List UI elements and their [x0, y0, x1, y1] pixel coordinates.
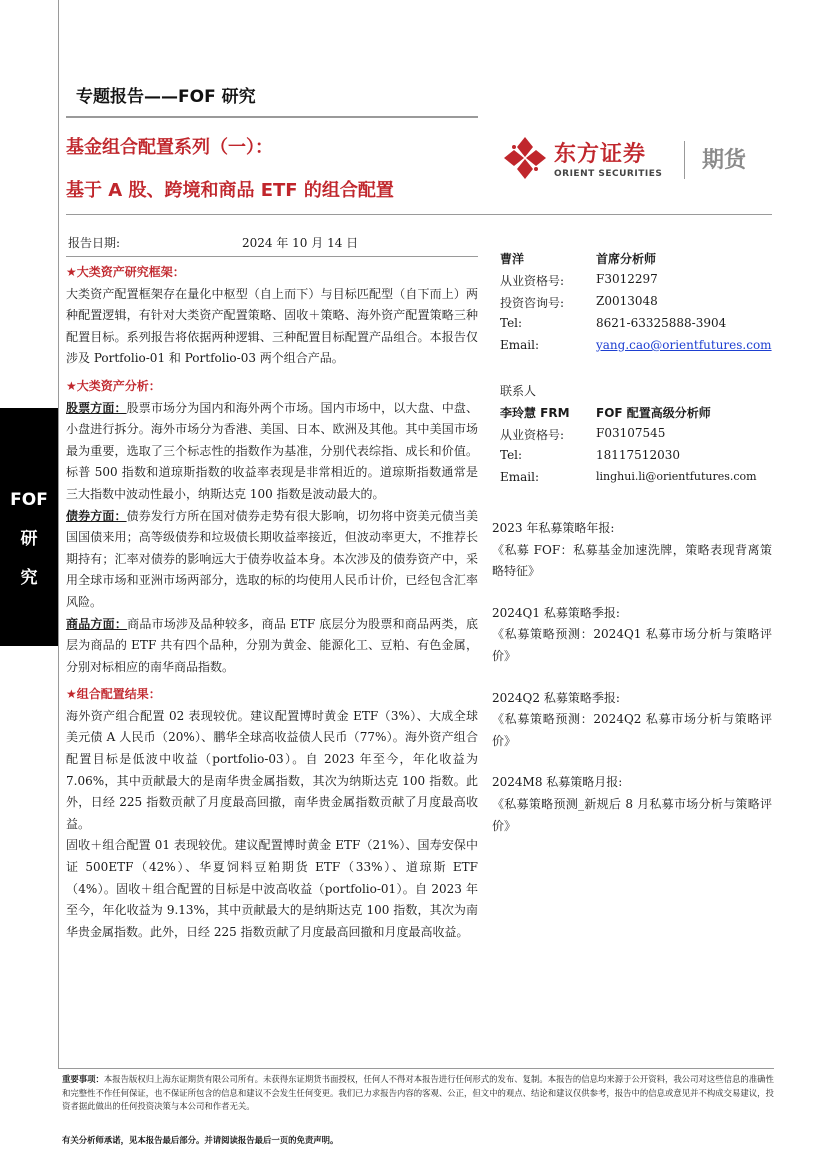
- stock-paragraph: [66, 398, 478, 506]
- related-report-type: 2024Q1 私募策略季报:: [492, 605, 620, 620]
- header-divider: [66, 116, 478, 118]
- stock-label: 股票方面：: [66, 400, 127, 415]
- contact-row-key: Tel:: [500, 448, 523, 462]
- framework-text: 大类资产配置框架存在量化中枢型（自上而下）与目标匹配型（自下而上）两种配置逻辑，有针对大类资产配置策略、固收＋策略、海外资产配置策略三种配置目标。系列报告将依据两种逻辑、三种配置目标配置产品组合。本报告仅涉及 Portfolio-01 和 Portfolio-03 两个组合产品。: [66, 286, 478, 366]
- contact-row: [500, 426, 772, 448]
- analyst-row-key: 投资咨询号:: [500, 296, 565, 310]
- analyst-row-key: Tel:: [500, 316, 523, 330]
- bond-text: 债券发行方所在国对债券走势有很大影响，切勿将中资美元债当美国国债来用；高等级债券和垃圾债长期收益率接近，但波动率更大，不推荐长期持有；汇率对债券的影响远大于债券收益本身。本次涉及的债券资产中，采用全球市场和亚洲市场两部分，选取的标的均使用人民币计价，已经包含汇率风险。: [66, 508, 478, 609]
- company-logo: [502, 135, 772, 187]
- report-type: 专题报告——FOF 研究: [76, 87, 256, 107]
- related-report-type: 2024Q2 私募策略季报:: [492, 690, 620, 705]
- analysis-heading: ★大类资产分析：: [66, 378, 161, 393]
- report-date-value: 2024 年 10 月 14 日: [242, 236, 359, 250]
- footer-note: 有关分析师承诺，见本报告最后部分。并请阅读报告最后一页的免责声明。: [62, 1135, 339, 1145]
- analyst-row-key: Email:: [500, 338, 540, 352]
- result-paragraph-2: 固收＋组合配置 01 表现较优。建议配置博时黄金 ETF（21%）、国寿安保中证 500ETF（42%）、华夏饲料豆粕期货 ETF（33%）、道琼斯 ETF（4%）。固收＋组合配置的目标是中波高收益（portfolio-01）。自 2023 年至今，年化收益为 9.13%，其中贡献最大的是纳斯达克 100 指数，其次为南华贵金属指数。此外，日经 225 指数贡献了月度最高回撤和月度最高收益。: [66, 838, 478, 939]
- logo-text-futures: 期货: [702, 148, 747, 173]
- related-reports: [492, 518, 772, 857]
- analyst-row-key: 从业资格号:: [500, 274, 565, 288]
- analyst-row-value: Z0013048: [596, 294, 658, 308]
- report-title-line-1: 基金组合配置系列（一）：: [66, 137, 273, 158]
- framework-heading: ★大类资产研究框架：: [66, 265, 185, 279]
- analyst-title: 首席分析师: [596, 252, 657, 266]
- report-summary: [66, 262, 478, 949]
- title-divider: [66, 214, 772, 215]
- disclaimer-text: 本报告版权归上海东证期货有限公司所有。未获得东证期货书面授权，任何人不得对本报告进行任何形式的发布、复制。本报告的信息均来源于公开资料，我公司对这些信息的准确性和完整性不作任何保证，也不保证所包含的信息和建议不会发生任何变更。我们已力求报告内容的客观、公正，但文中的观点、结论和建议仅供参考，报告中的信息或意见并不构成交易建议，投资者据此做出的任何投资决策与本公司和作者无关。: [62, 1074, 774, 1111]
- contact-row: [500, 470, 772, 492]
- left-margin-line: [58, 0, 59, 1068]
- analyst-row: [500, 294, 772, 316]
- contact-row-key: Email:: [500, 470, 540, 484]
- analyst-row: [500, 316, 772, 338]
- stock-text: 股票市场分为国内和海外两个市场。国内市场中，以大盘、中盘、小盘进行拆分。海外市场分为香港、美国、日本、欧洲及其他。其中美国市场最为重要，选取了三个标志性的指数作为基准，分别代表综指、成长和价值。标普 500 指数和道琼斯指数的收益率表现是非常相近的。道琼斯指数通常是三大指数中波动性最小，纳斯达克 100 指数是波动最大的。: [66, 400, 478, 501]
- analysis-section: [66, 376, 478, 678]
- related-report[interactable]: [492, 772, 772, 837]
- date-divider: [66, 256, 478, 257]
- related-report-type: 2024M8 私募策略月报:: [492, 775, 623, 790]
- footer-divider: [58, 1068, 774, 1069]
- contact-name: 李玲慧 FRM: [500, 406, 570, 420]
- disclaimer: [62, 1073, 774, 1114]
- contact-email: linghui.li@orientfutures.com: [596, 470, 757, 483]
- analyst-row-value: F3012297: [596, 272, 658, 286]
- result-section: [66, 684, 478, 943]
- side-category-tab: [0, 408, 58, 646]
- related-report-title: 《私募策略预测_新规后 8 月私募市场分析与策略评价》: [492, 796, 772, 833]
- logo-text-en: ORIENT SECURITIES: [554, 169, 663, 179]
- side-tab-text-3: 究: [20, 568, 38, 588]
- related-report-title: 《私募策略预测：2024Q2 私募市场分析与策略评价》: [492, 712, 772, 748]
- report-title-line-2: 基于 A 股、跨境和商品 ETF 的组合配置: [66, 180, 394, 201]
- analyst-name-row: [500, 250, 772, 272]
- analyst-row: [500, 338, 772, 360]
- contact-label-row: [500, 382, 772, 404]
- bond-paragraph: [66, 506, 478, 614]
- disclaimer-label: 重要事项：: [62, 1074, 104, 1084]
- side-tab-text-1: FOF: [10, 490, 48, 510]
- contact-row-key: 从业资格号:: [500, 428, 565, 442]
- logo-separator: [684, 141, 685, 179]
- result-heading: ★组合配置结果：: [66, 687, 161, 702]
- result-paragraph-1: 海外资产组合配置 02 表现较优。建议配置博时黄金 ETF（3%）、大成全球美元债 A 人民币（20%）、鹏华全球高收益债人民币（77%）。海外资产组合配置目标是低波中收益（portfolio-03）。自 2023 年至今，年化收益为 7.06%，其中贡献最大的是南华贵金属指数，其次为纳斯达克 100 指数。此外，日经 225 指数贡献了月度最高回撤，南华贵金属指数贡献了月度最高收益。: [66, 708, 478, 831]
- logo-text-cn: 东方证券: [554, 142, 647, 167]
- contact-title: FOF 配置高级分析师: [596, 406, 711, 420]
- related-report[interactable]: [492, 688, 772, 753]
- analyst-row: [500, 272, 772, 294]
- related-report[interactable]: [492, 603, 772, 668]
- contact-name-row: [500, 404, 772, 426]
- bond-label: 债券方面：: [66, 508, 127, 523]
- contact-row-value: F03107545: [596, 426, 666, 440]
- contact-row-value: 18117512030: [596, 448, 680, 462]
- commodity-paragraph: [66, 614, 478, 679]
- related-report-title: 《私募 FOF：私募基金加速洗牌，策略表现背离策略特征》: [492, 542, 772, 579]
- related-report-title: 《私募策略预测：2024Q1 私募市场分析与策略评价》: [492, 627, 772, 663]
- contact-row: [500, 448, 772, 470]
- side-tab-text-2: 研: [20, 529, 38, 549]
- analyst-email-link[interactable]: yang.cao@orientfutures.com: [596, 338, 772, 352]
- commodity-label: 商品方面：: [66, 616, 128, 631]
- related-report-type: 2023 年私募策略年报:: [492, 521, 615, 535]
- contact-card: [500, 382, 772, 492]
- analyst-row-value: 8621-63325888-3904: [596, 316, 727, 330]
- analyst-name: 曹洋: [500, 252, 525, 266]
- lead-analyst-card: [500, 250, 772, 360]
- related-report[interactable]: [492, 518, 772, 583]
- contact-label: 联系人: [500, 384, 537, 398]
- commodity-text: 商品市场涉及品种较多，商品 ETF 底层分为股票和商品两类，底层为商品的 ETF 共有四个品种，分别为黄金、能源化工、豆粕、有色金属，分别对标相应的南华商品指数。: [66, 616, 478, 674]
- orient-logo-icon: [502, 135, 548, 181]
- framework-section: [66, 262, 478, 370]
- report-date-label: 报告日期:: [68, 236, 121, 250]
